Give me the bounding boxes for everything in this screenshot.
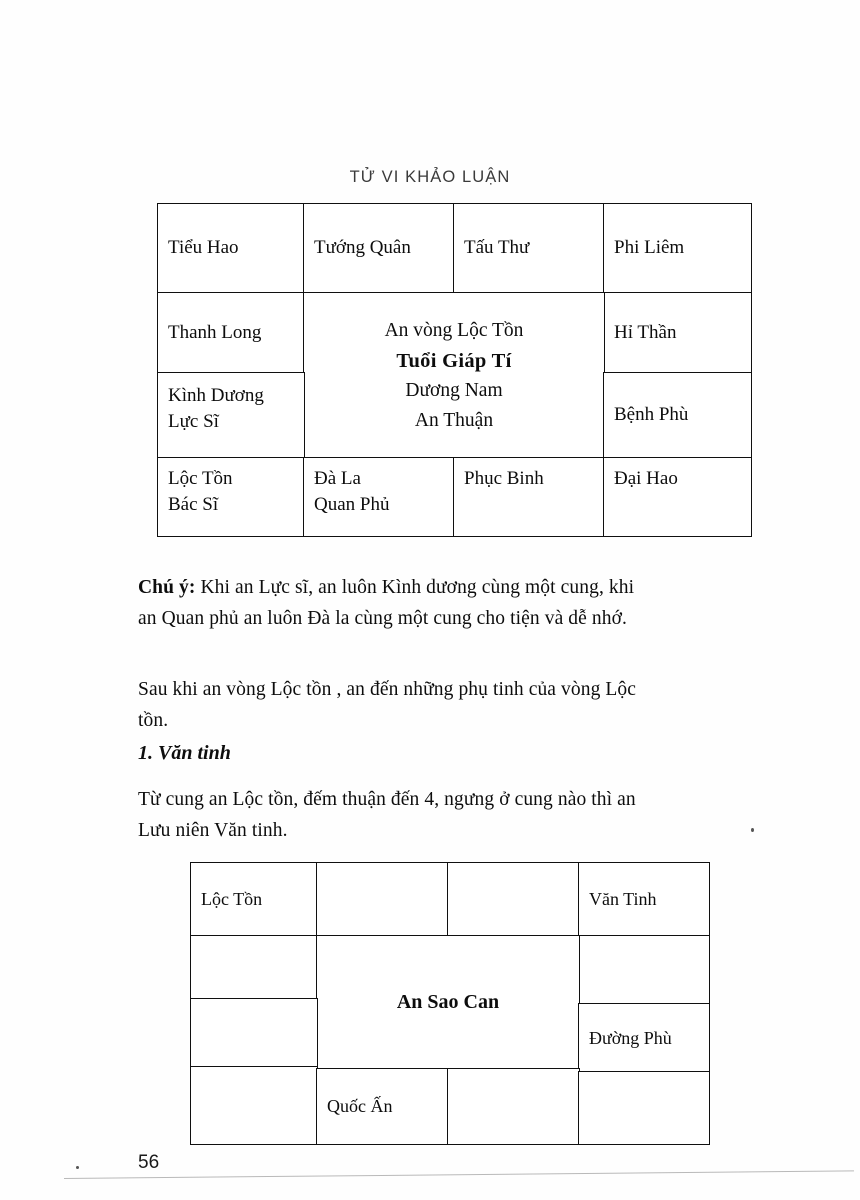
- section-heading-van-tinh: 1. Văn tinh: [138, 742, 231, 764]
- chart-cell-da-la-quan-phu[interactable]: [303, 457, 455, 537]
- kinh-duong-line-2: Lực Sĩ: [168, 411, 219, 433]
- para2-line-2: Lưu niên Văn tinh.: [138, 820, 288, 841]
- note-paragraph: [138, 572, 763, 634]
- chart-cell-tieu-hao[interactable]: Tiểu Hao: [157, 203, 305, 294]
- chart-cell-tuong-quan[interactable]: Tướng Quân: [303, 203, 455, 294]
- chart-cell-tau-thu[interactable]: Tấu Thư: [453, 203, 605, 294]
- chart-cell-dai-hao[interactable]: Đại Hao: [603, 457, 752, 537]
- center-line-2: Tuổi Giáp Tí: [396, 349, 512, 372]
- page-number: 56: [138, 1152, 160, 1173]
- da-la-line-1: Đà La: [314, 468, 361, 489]
- loc-ton-chart: [157, 203, 752, 537]
- chart2-cell-r4c4[interactable]: [578, 1071, 710, 1145]
- note-line-2: an Quan phủ an luôn Đà la cùng một cung cho tiện và dễ nhớ.: [138, 608, 627, 629]
- chart-center-block[interactable]: [303, 292, 605, 459]
- chart2-cell-loc-ton[interactable]: Lộc Tồn: [190, 862, 318, 937]
- chart-cell-hi-than[interactable]: Hỉ Thần: [603, 292, 752, 374]
- para2-line-1: Từ cung an Lộc tồn, đếm thuận đến 4, ngưng ở cung nào thì an: [138, 789, 636, 810]
- chart2-cell-r2c4[interactable]: [578, 935, 710, 1005]
- van-tinh-chart: [190, 862, 710, 1145]
- body-paragraph-2: [138, 784, 763, 846]
- para1-line-1: Sau khi an vòng Lộc tồn , an đến những phụ tinh của vòng Lộc: [138, 679, 637, 700]
- loc-ton-line-2: Bác Sĩ: [168, 494, 219, 516]
- chart2-center-block[interactable]: An Sao Can: [316, 935, 580, 1070]
- scan-speck: [751, 828, 754, 832]
- chart2-cell-van-tinh[interactable]: Văn Tinh: [578, 862, 710, 937]
- chart2-cell-r1c2[interactable]: [316, 862, 449, 937]
- kinh-duong-line-1: Kình Dương: [168, 385, 264, 406]
- note-label: Chú ý:: [138, 577, 196, 598]
- chart-cell-kinh-duong-luc-si[interactable]: [157, 372, 305, 459]
- da-la-line-2: Quan Phủ: [314, 494, 390, 516]
- chart2-cell-r1c3[interactable]: [447, 862, 580, 937]
- center-line-3: Dương Nam: [405, 380, 503, 402]
- chart2-cell-r3c1[interactable]: [190, 998, 318, 1068]
- running-head: TỬ VI KHẢO LUẬN: [349, 168, 511, 186]
- scan-speck-footer: [76, 1166, 79, 1169]
- chart-cell-loc-ton-bac-si[interactable]: [157, 457, 305, 537]
- loc-ton-line-1: Lộc Tồn: [168, 468, 233, 489]
- chart-cell-phi-liem[interactable]: Phi Liêm: [603, 203, 752, 294]
- chart2-cell-r4c3[interactable]: [447, 1068, 580, 1145]
- body-paragraph-1: [138, 674, 763, 736]
- chart-cell-thanh-long[interactable]: Thanh Long: [157, 292, 305, 374]
- note-line-1: Khi an Lực sĩ, an luôn Kình dương cùng một cung, khi: [195, 577, 635, 598]
- chart2-cell-r4c1[interactable]: [190, 1066, 318, 1145]
- chart-cell-phuc-binh[interactable]: Phục Binh: [453, 457, 605, 537]
- chart2-cell-r2c1[interactable]: [190, 935, 318, 1000]
- center-line-4: An Thuận: [414, 409, 494, 431]
- chart-cell-benh-phu[interactable]: Bệnh Phù: [603, 372, 752, 459]
- chart2-cell-quoc-an[interactable]: Quốc Ấn: [316, 1068, 449, 1145]
- center-line-1: An vòng Lộc Tồn: [384, 320, 524, 342]
- scan-artifact-line: [64, 1170, 854, 1179]
- chart2-cell-duong-phu[interactable]: Đường Phù: [578, 1003, 710, 1073]
- para1-line-2: tồn.: [138, 710, 169, 731]
